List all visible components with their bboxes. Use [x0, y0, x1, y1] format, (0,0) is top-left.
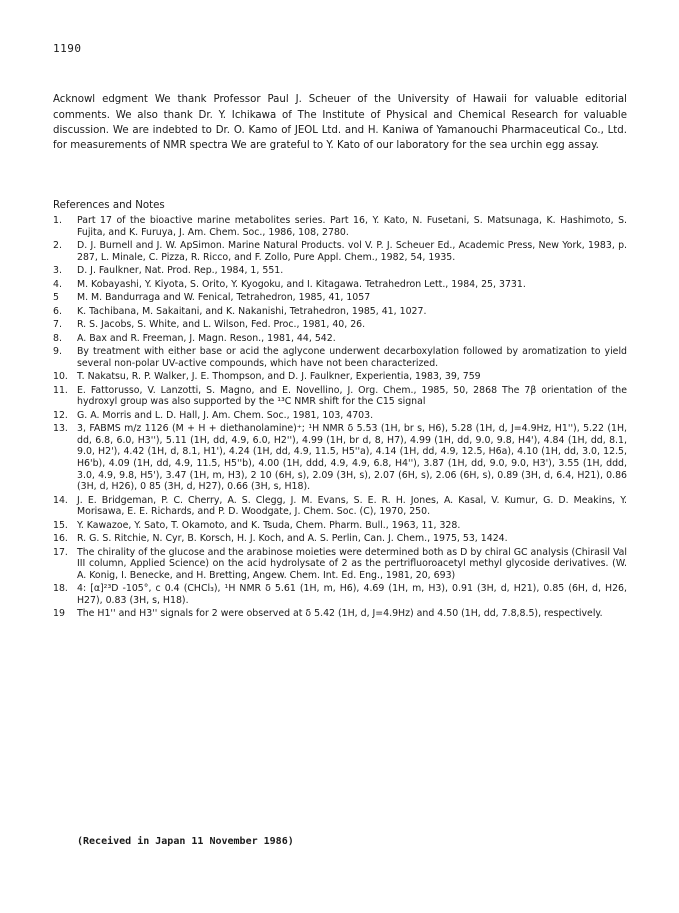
- reference-number: 10.: [53, 371, 68, 383]
- acknowledgment-paragraph: Acknowl edgment We thank Professor Paul J. Scheuer of the University of Hawaii for valuable editorial comments. We also thank Dr. Y. Ichikawa of The Institute of Physical and Chemical Research for valuable discussion. We are indebted to Dr. O. Kamo of JEOL Ltd. and H. Kaniwa of Yamanouchi Pharmaceutical Co., Ltd. for measurements of NMR spectra We are grateful to Y. Kato of our laboratory for the sea urchin egg assay.: [53, 94, 627, 152]
- reference-number: 1.: [53, 215, 62, 226]
- reference-number: 19: [53, 608, 65, 620]
- reference-number: 8.: [53, 332, 62, 344]
- reference-item: [53, 608, 627, 620]
- reference-number: 15.: [53, 519, 68, 531]
- reference-text: E. Fattorusso, V. Lanzotti, S. Magno, and E. Novellino, J. Org. Chem., 1985, 50, 2868 The 7β orientation of the hydroxyl group was also supported by the ¹³C NMR shift for the C15 signal: [77, 384, 627, 408]
- reference-item: [53, 306, 627, 318]
- reference-item: [53, 319, 627, 331]
- reference-number: 11.: [53, 384, 68, 396]
- reference-item: [53, 240, 627, 263]
- reference-item: [53, 385, 627, 408]
- reference-item: [53, 346, 627, 369]
- reference-item: [53, 215, 627, 238]
- reference-item: [53, 371, 627, 383]
- references-list: [53, 215, 627, 622]
- reference-number: 17.: [53, 546, 68, 558]
- reference-number: 16.: [53, 533, 68, 545]
- reference-number: 9.: [53, 346, 62, 358]
- reference-item: [53, 520, 627, 532]
- reference-text: R. G. S. Ritchie, N. Cyr, B. Korsch, H. J. Koch, and A. S. Perlin, Can. J. Chem., 1975, 53, 1424.: [77, 533, 508, 545]
- reference-number: 12.: [53, 409, 68, 421]
- reference-text: K. Tachibana, M. Sakaitani, and K. Nakanishi, Tetrahedron, 1985, 41, 1027.: [77, 305, 427, 317]
- reference-text: D. J. Faulkner, Nat. Prod. Rep., 1984, 1, 551.: [77, 265, 284, 277]
- reference-number: 4.: [53, 278, 62, 290]
- reference-item: [53, 423, 627, 493]
- received-date: (Received in Japan 11 November 1986): [77, 836, 294, 847]
- reference-number: 6.: [53, 305, 62, 317]
- reference-text: 4: [α]²³D -105°, c 0.4 (CHCl₃), ¹H NMR δ 5.61 (1H, m, H6), 4.69 (1H, m, H3), 0.91 (3H, d, H21), 0.85 (6H, d, H26, H27), 0.83 (3H, s, H18).: [77, 583, 627, 606]
- reference-item: [53, 533, 627, 545]
- reference-text: Part 17 of the bioactive marine metabolites series. Part 16, Y. Kato, N. Fusetani, S. Matsunaga, K. Hashimoto, S. Fujita, and K. Furuya, J. Am. Chem. Soc., 1986, 108, 2780.: [77, 215, 627, 238]
- reference-text: A. Bax and R. Freeman, J. Magn. Reson., 1981, 44, 542.: [77, 332, 336, 344]
- reference-text: T. Nakatsu, R. P. Walker, J. E. Thompson, and D. J. Faulkner, Experientia, 1983, 39, 759: [77, 371, 481, 383]
- reference-text: The H1'' and H3'' signals for 2 were observed at δ 5.42 (1H, d, J=4.9Hz) and 4.50 (1H, dd, 7.8,8.5), respectively.: [77, 608, 603, 620]
- reference-text: 3, FABMS m/z 1126 (M + H + diethanolamine)⁺; ¹H NMR δ 5.53 (1H, br s, H6), 5.28 (1H, d, J=4.9Hz, H1''), 5.22 (1H, dd, 6.8, 6.0, H3''), 5.11 (1H, dd, 4.9, 6.0, H2''), 4.99 (1H, br d, 8, H7), 4.99 (1H, dd, 9.0, 9.8, H4'), 4.84 (1H, dd, 8.1, 9.0, H2'), 4.42 (1H, d, 8.1, H1'), 4.24 (1H, dd, 4.9, 11.5, H5''a), 4.14 (1H, dd, 4.9, 12.5, H6a), 4.10 (1H, dd, 3.0, 12.5, H6'b), 4.09 (1H, dd, 4.9, 11.5, H5''b), 4.00 (1H, ddd, 4.9, 4.9, 6.8, H4''), 3.87 (1H, dd, 9.0, 9.0, H3'), 3.55 (1H, ddd, 3.0, 4.9, 9.8, H5'), 3.47 (1H, m, H3), 2 10 (6H, s), 2.09 (3H, s), 2.07 (6H, s), 2.06 (6H, s), 0.89 (3H, d, 6.4, H21), 0.86 (3H, d, H26), 0 85 (3H, d, H27), 0.66 (3H, s, H18).: [77, 423, 627, 493]
- references-heading: References and Notes: [53, 200, 165, 211]
- reference-text: By treatment with either base or acid the aglycone underwent decarboxylation followed by aromatization to yield several non-polar UV-active compounds, which have not been characterized.: [77, 346, 627, 369]
- reference-text: M. Kobayashi, Y. Kiyota, S. Orito, Y. Kyogoku, and I. Kitagawa. Tetrahedron Lett., 1984, 25, 3731.: [77, 278, 526, 290]
- reference-item: [53, 495, 627, 518]
- reference-text: M. M. Bandurraga and W. Fenical, Tetrahedron, 1985, 41, 1057: [77, 292, 371, 304]
- reference-number: 3.: [53, 265, 62, 277]
- reference-item: [53, 292, 627, 304]
- reference-number: 2.: [53, 240, 62, 252]
- reference-item: [53, 333, 627, 345]
- reference-item: [53, 547, 627, 582]
- reference-number: 5: [53, 292, 59, 304]
- reference-text: D. J. Burnell and J. W. ApSimon. Marine Natural Products. vol V. P. J. Scheuer Ed., Academic Press, New York, 1983, p. 287, L. Minale, C. Pizza, R. Ricco, and F. Zollo, Pure Appl. Chem., 1982, 54, 1935.: [77, 240, 627, 263]
- reference-number: 14.: [53, 494, 68, 506]
- reference-text: Y. Kawazoe, Y. Sato, T. Okamoto, and K. Tsuda, Chem. Pharm. Bull., 1963, 11, 328.: [77, 519, 461, 531]
- reference-text: R. S. Jacobs, S. White, and L. Wilson, Fed. Proc., 1981, 40, 26.: [77, 319, 366, 331]
- reference-item: [53, 583, 627, 606]
- reference-number: 7.: [53, 319, 62, 331]
- reference-item: [53, 410, 627, 422]
- reference-item: [53, 265, 627, 277]
- page-number: 1190: [53, 42, 82, 55]
- reference-text: G. A. Morris and L. D. Hall, J. Am. Chem. Soc., 1981, 103, 4703.: [77, 409, 374, 421]
- reference-number: 18.: [53, 583, 68, 595]
- reference-number: 13.: [53, 423, 68, 435]
- reference-text: The chirality of the glucose and the arabinose moieties were determined both as D by chiral GC analysis (Chirasil Val III column, Applied Science) on the acid hydrolysate of 2 as the pertrifluoroacetyl methyl glycoside derivatives. (W. A. Konig, I. Benecke, and H. Bretting, Angew. Chem. Int. Ed. Eng., 1981, 20, 693): [77, 546, 627, 581]
- reference-item: [53, 279, 627, 291]
- reference-text: J. E. Bridgeman, P. C. Cherry, A. S. Clegg, J. M. Evans, S. E. R. H. Jones, A. Kasal, V. Kumur, G. D. Meakins, Y. Morisawa, E. E. Richards, and P. D. Woodgate, J. Chem. Soc. (C), 1970, 250.: [77, 494, 627, 518]
